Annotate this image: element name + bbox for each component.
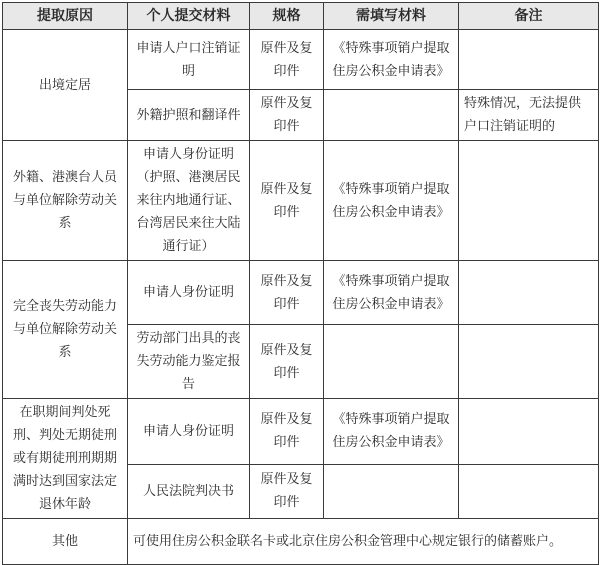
material-cell: 申请人身份证明（护照、港澳居民来往内地通行证、台湾居民来往大陆通行证） <box>128 141 250 261</box>
reason-cell: 在职期间判处死刑、判处无期徒刑或有期徒刑刑期期满时达到国家法定退休年龄 <box>3 399 128 519</box>
material-cell: 外籍护照和翻译件 <box>128 90 250 141</box>
spec-cell: 原件及复印件 <box>250 141 324 261</box>
form-cell <box>324 90 459 141</box>
note-cell <box>459 141 599 261</box>
header-notes: 备注 <box>459 3 599 30</box>
material-cell: 人民法院判决书 <box>128 464 250 518</box>
spec-cell: 原件及复印件 <box>250 261 324 325</box>
header-forms: 需填写材料 <box>324 3 459 30</box>
header-row <box>3 3 599 30</box>
spec-cell: 原件及复印件 <box>250 325 324 399</box>
material-cell: 申请人身份证明 <box>128 399 250 465</box>
form-cell: 《特殊事项销户提取住房公积金申请表》 <box>324 141 459 261</box>
table-row <box>3 399 599 465</box>
note-cell: 特殊情况，无法提供户口注销证明的 <box>459 90 599 141</box>
spec-cell: 原件及复印件 <box>250 464 324 518</box>
note-cell <box>459 399 599 465</box>
form-cell: 《特殊事项销户提取住房公积金申请表》 <box>324 261 459 325</box>
table-row <box>3 141 599 261</box>
reason-cell: 其他 <box>3 519 128 565</box>
material-cell: 劳动部门出具的丧失劳动能力鉴定报告 <box>128 325 250 399</box>
form-cell: 《特殊事项销户提取住房公积金申请表》 <box>324 399 459 465</box>
spec-cell: 原件及复印件 <box>250 30 324 90</box>
header-materials: 个人提交材料 <box>128 3 250 30</box>
note-cell <box>459 261 599 325</box>
table-row <box>3 519 599 565</box>
withdrawal-materials-table <box>2 2 599 565</box>
reason-cell: 外籍、港澳台人员与单位解除劳动关系 <box>3 141 128 261</box>
note-cell <box>459 464 599 518</box>
reason-cell: 出境定居 <box>3 30 128 141</box>
material-cell: 申请人户口注销证明 <box>128 30 250 90</box>
note-cell <box>459 30 599 90</box>
spec-cell: 原件及复印件 <box>250 399 324 465</box>
reason-cell: 完全丧失劳动能力与单位解除劳动关系 <box>3 261 128 399</box>
material-cell: 申请人身份证明 <box>128 261 250 325</box>
note-cell <box>459 325 599 399</box>
table-row <box>3 30 599 90</box>
form-cell <box>324 464 459 518</box>
form-cell <box>324 325 459 399</box>
spec-cell: 原件及复印件 <box>250 90 324 141</box>
header-reason: 提取原因 <box>3 3 128 30</box>
other-note-cell: 可使用住房公积金联名卡或北京住房公积金管理中心规定银行的储蓄账户。 <box>128 519 599 565</box>
header-spec: 规格 <box>250 3 324 30</box>
form-cell: 《特殊事项销户提取住房公积金申请表》 <box>324 30 459 90</box>
table-row <box>3 261 599 325</box>
